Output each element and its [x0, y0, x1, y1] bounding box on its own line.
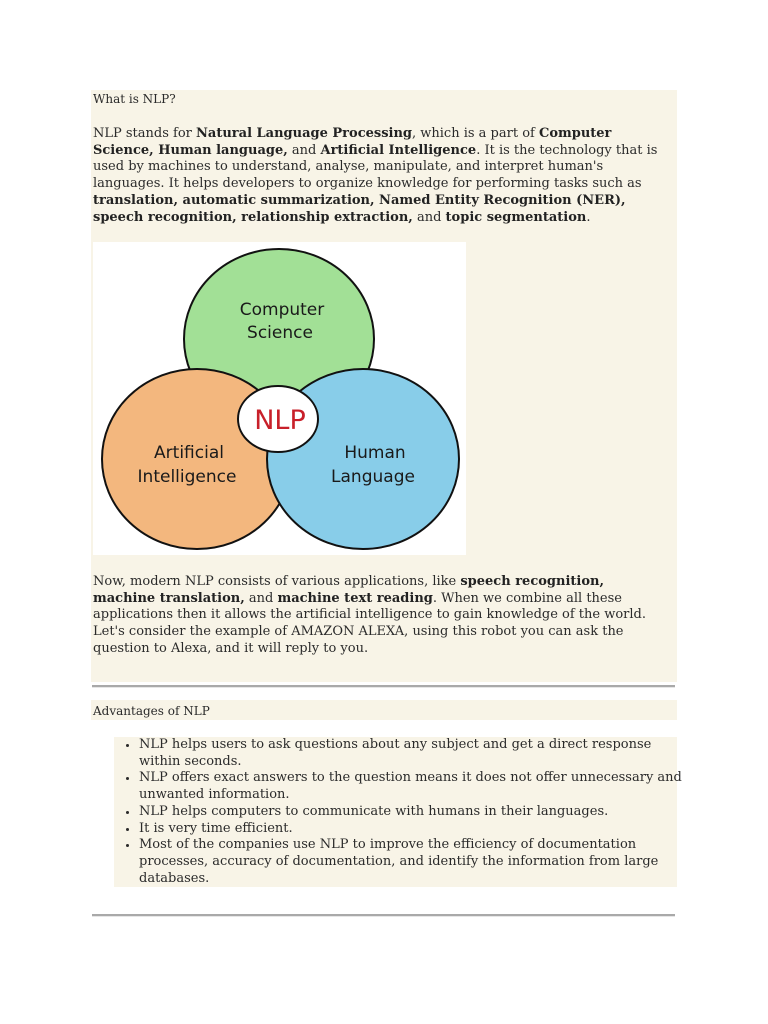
- section-heading-advantages: Advantages of NLP: [93, 704, 210, 718]
- section-heading-what-is-nlp: What is NLP?: [93, 92, 176, 106]
- advantages-list: [114, 737, 689, 887]
- label-language: Language: [331, 467, 415, 487]
- label-science: Science: [247, 323, 313, 343]
- label-computer: Computer: [239, 300, 325, 320]
- label-human: Human: [344, 443, 406, 463]
- list-item: • NLP helps computers to communicate with humans in their languages.: [139, 804, 689, 821]
- label-nlp: NLP: [254, 405, 306, 436]
- list-item: • NLP helps users to ask questions about any subject and get a direct response within seconds.: [139, 737, 689, 770]
- modern-nlp-paragraph: Now, modern NLP consists of various applications, like speech recognition, machine translation, and machine text reading. When we combine all these applications then it allows the artificial intelligence to gain knowledge of the world. Let's consider the example of AMAZON ALEXA, using this robot you can ask the question to Alexa, and it will reply to you.: [93, 574, 647, 656]
- nlp-venn-diagram: [93, 242, 466, 555]
- label-artificial: Artificial: [154, 443, 224, 463]
- label-intelligence: Intelligence: [137, 467, 237, 487]
- divider: [92, 685, 675, 688]
- divider: [92, 914, 675, 917]
- intro-paragraph: NLP stands for Natural Language Processing, which is a part of Computer Science, Human language, and Artificial Intelligence. It is the technology that is used by machines to understand, analyse, manipulate, and interpret human's languages. It helps developers to organize knowledge for performing tasks such as translation, automatic summarization, Named Entity Recognition (NER), speech recognition, relationship extraction, and topic segmentation.: [93, 126, 658, 225]
- list-item: • Most of the companies use NLP to improve the efficiency of documentation processes, accuracy of documentation, and identify the information from large databases.: [139, 837, 689, 887]
- list-item: • NLP offers exact answers to the question means it does not offer unnecessary and unwanted information.: [139, 770, 689, 803]
- list-item: • It is very time efficient.: [139, 821, 689, 838]
